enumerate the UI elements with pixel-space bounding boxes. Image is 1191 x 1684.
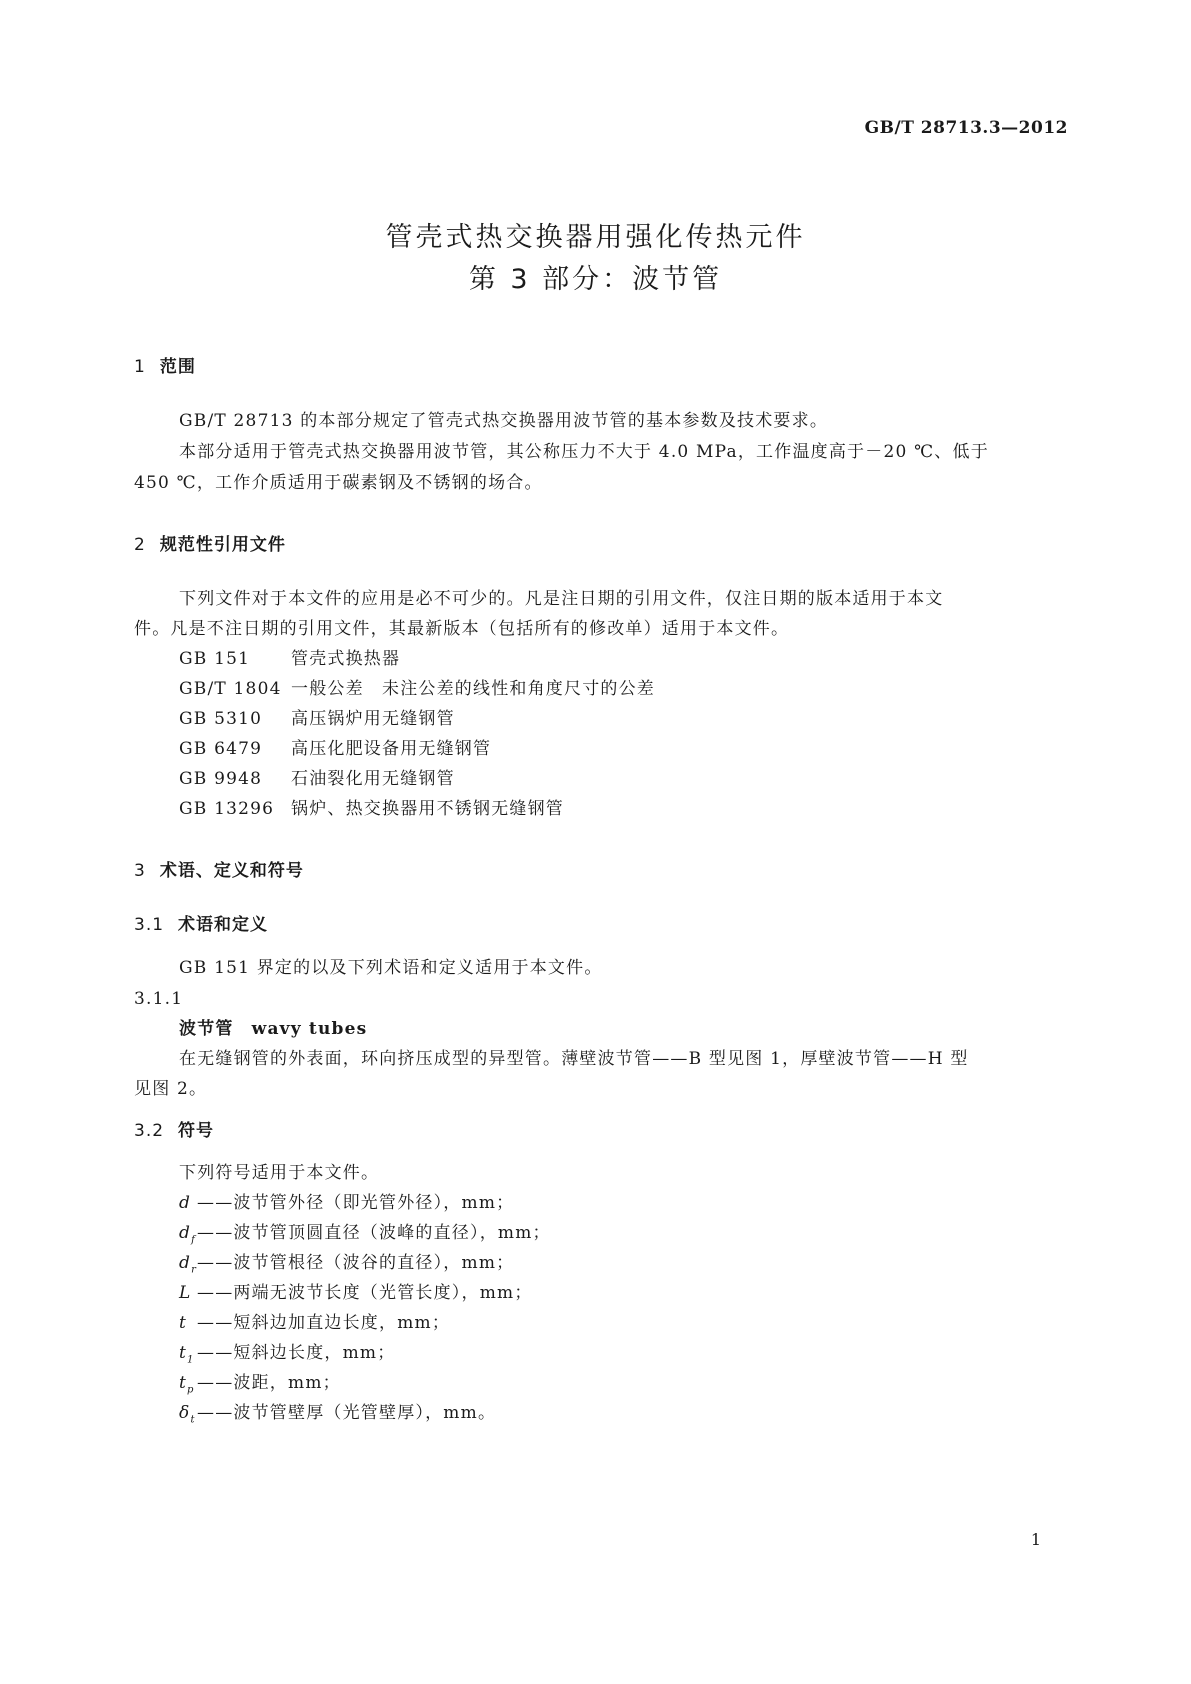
symbol: $t_1$ [179, 1343, 195, 1366]
symbol-description: ——短斜边长度，mm； [197, 1343, 396, 1363]
section-title: 符号 [178, 1121, 215, 1141]
reference-title: 高压化肥设备用无缝钢管 [291, 739, 492, 759]
reference-code: GB 151 [179, 649, 251, 669]
reference-item [179, 794, 564, 825]
document-subtitle: 第 3 部分：波节管 [468, 264, 723, 295]
reference-code: GB 5310 [179, 709, 263, 729]
symbol: $\delta_t$ [179, 1403, 196, 1426]
paragraph: GB/T 28713 的本部分规定了管壳式热交换器用波节管的基本参数及技术要求。 [179, 411, 829, 431]
symbol-description: ——波节管根径（波谷的直径），mm； [197, 1253, 515, 1273]
reference-title: 高压锅炉用无缝钢管 [291, 709, 455, 729]
reference-code: GB/T 1804 [179, 679, 282, 699]
paragraph: 本部分适用于管壳式热交换器用波节管，其公称压力不大于 4.0 MPa，工作温度高于－20 ℃、低于 [179, 442, 989, 462]
symbol-description: ——波节管顶圆直径（波峰的直径），mm； [197, 1223, 551, 1243]
section-number: 3 [134, 861, 146, 881]
section-title: 术语、定义和符号 [159, 861, 304, 881]
reference-code: GB 9948 [179, 769, 263, 789]
symbol-description: ——短斜边加直边长度，mm； [197, 1313, 451, 1333]
section-number: 3.1 [134, 915, 165, 935]
symbol: t [179, 1313, 188, 1333]
reference-item [179, 734, 491, 765]
symbol: d [179, 1193, 192, 1213]
section-number: 2 [134, 535, 146, 555]
reference-item [179, 764, 455, 795]
standard-id: GB/T 28713.3—2012 [864, 118, 1068, 138]
document-title: 管壳式热交换器用强化传热元件 [385, 222, 806, 253]
reference-title: 锅炉、热交换器用不锈钢无缝钢管 [291, 799, 564, 819]
reference-item [179, 704, 455, 735]
paragraph: 下列符号适用于本文件。 [179, 1163, 380, 1183]
term-number: 3.1.1 [134, 989, 184, 1009]
section-1-heading [134, 352, 196, 377]
term-definition: 在无缝钢管的外表面，环向挤压成型的异型管。薄壁波节管——B 型见图 1，厚壁波节管——H 型 [179, 1049, 969, 1069]
symbol: $t_p$ [179, 1373, 195, 1396]
section-3-heading [134, 856, 304, 881]
reference-title: 石油裂化用无缝钢管 [291, 769, 455, 789]
symbol: L [179, 1283, 192, 1303]
section-title: 术语和定义 [178, 915, 269, 935]
paragraph: 件。凡是不注日期的引用文件，其最新版本（包括所有的修改单）适用于本文件。 [134, 619, 790, 639]
term-definition: 见图 2。 [134, 1079, 208, 1099]
section-3-2-heading [134, 1116, 214, 1141]
reference-code: GB 13296 [179, 799, 275, 819]
reference-title: 一般公差 未注公差的线性和角度尺寸的公差 [291, 679, 655, 699]
paragraph: 450 ℃，工作介质适用于碳素钢及不锈钢的场合。 [134, 473, 543, 493]
paragraph: GB 151 界定的以及下列术语和定义适用于本文件。 [179, 958, 603, 978]
reference-code: GB 6479 [179, 739, 263, 759]
section-number: 1 [134, 357, 146, 377]
page-number: 1 [1030, 1530, 1041, 1549]
reference-title: 管壳式换热器 [291, 649, 401, 669]
section-2-heading [134, 530, 286, 555]
reference-item [179, 674, 655, 705]
reference-item [179, 644, 400, 675]
section-title: 范围 [159, 357, 196, 377]
term-heading [179, 1014, 367, 1045]
symbol: $d_r$ [179, 1253, 198, 1276]
symbol-description: ——波距，mm； [197, 1373, 341, 1393]
paragraph: 下列文件对于本文件的应用是必不可少的。凡是注日期的引用文件，仅注日期的版本适用于本文 [179, 589, 944, 609]
symbol: $d_f$ [179, 1223, 196, 1246]
term-english: wavy tubes [251, 1019, 368, 1039]
section-3-1-heading [134, 910, 268, 935]
symbol-item [179, 1398, 496, 1435]
section-title: 规范性引用文件 [159, 535, 286, 555]
term-chinese: 波节管 [179, 1019, 234, 1039]
symbol-description: ——两端无波节长度（光管长度），mm； [197, 1283, 533, 1303]
symbol-description: ——波节管外径（即光管外径），mm； [197, 1193, 515, 1213]
symbol-description: ——波节管壁厚（光管壁厚），mm。 [197, 1403, 497, 1423]
section-number: 3.2 [134, 1121, 165, 1141]
